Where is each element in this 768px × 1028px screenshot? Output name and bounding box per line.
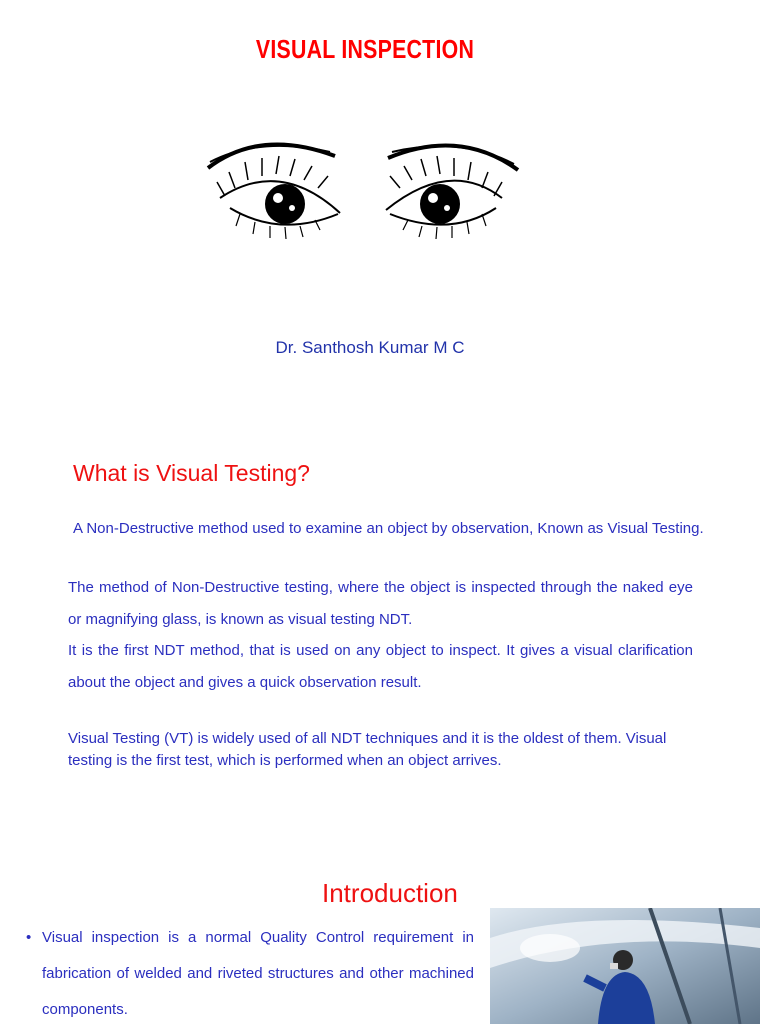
description-block xyxy=(68,572,693,698)
page-title: VISUAL INSPECTION xyxy=(255,34,475,64)
section-heading-introduction: Introduction xyxy=(322,878,458,908)
inspector-photo xyxy=(490,908,760,1024)
paragraph-3: Visual Testing (VT) is widely used of all NDT techniques and it is the oldest of them. Visual testing is the first test, which is performed when an object arrives. xyxy=(68,730,667,769)
definition-text: A Non-Destructive method used to examine an object by observation, Known as Visual Testing. xyxy=(73,520,704,537)
bullet-text: Visual inspection is a normal Quality Control requirement in fabrication of welded and riveted structures and other machined components. xyxy=(42,929,474,1018)
bullet-icon: • xyxy=(26,929,32,946)
paragraph-1: The method of Non-Destructive testing, where the object is inspected through the naked eye or magnifying glass, is known as visual testing NDT. xyxy=(68,579,693,628)
intro-bullet-list xyxy=(26,920,474,1028)
author-name: Dr. Santhosh Kumar M C xyxy=(275,338,465,357)
section-heading-what-is-vt: What is Visual Testing? xyxy=(73,460,310,486)
paragraph-2: It is the first NDT method, that is used on any object to inspect. It gives a visual clarification about the object and gives a quick observation result. xyxy=(68,642,693,691)
eyes-illustration xyxy=(150,118,600,268)
list-item xyxy=(26,920,474,1028)
